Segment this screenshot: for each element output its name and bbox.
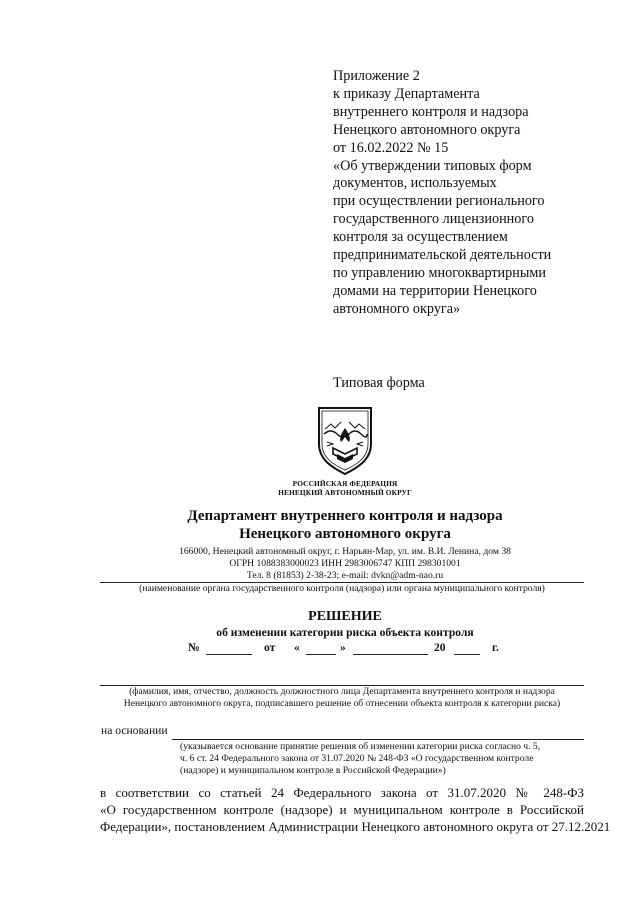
decision-subtitle: об изменении категории риска объекта контроля (216, 626, 474, 639)
appendix-line: от 16.02.2022 № 15 (333, 139, 449, 156)
appendix-line: домами на территории Ненецкого (333, 282, 537, 299)
appendix-line: внутреннего контроля и надзора (333, 103, 529, 120)
department-name-line2: Ненецкого автономного округа (239, 526, 451, 542)
official-caption-line: (фамилия, имя, отчество, должность должностного лица Департамента внутреннего контроля и надзора (129, 686, 555, 697)
appendix-line: Приложение 2 (333, 68, 420, 84)
federation-label: РОССИЙСКАЯ ФЕДЕРАЦИЯ (292, 479, 398, 488)
appendix-block (333, 68, 593, 319)
open-quote: « (294, 641, 300, 654)
close-quote: » (340, 641, 346, 654)
appendix-line: государственного лицензионного (333, 211, 534, 228)
year-suffix: г. (492, 641, 499, 654)
number-label: № (188, 641, 200, 654)
body-paragraph (100, 784, 611, 835)
basis-caption-line: ч. 6 ст. 24 Федерального закона от 31.07.2020 № 248-ФЗ «О государственном контроле (180, 753, 534, 764)
day-field[interactable] (306, 641, 336, 655)
from-label: от (264, 641, 276, 654)
appendix-line: автономного округа» (333, 300, 461, 317)
department-registration: ОГРН 1088383000023 ИНН 2983006747 КПП 298301001 (229, 558, 461, 569)
appendix-line: к приказу Департамента (333, 85, 480, 102)
official-caption-line: Ненецкого автономного округа, подписавшего решение об отнесении объекта контроля к категории риска) (123, 698, 561, 709)
year-field[interactable] (454, 641, 480, 655)
basis-caption (180, 741, 585, 777)
org-name-caption: (наименование органа государственного контроля (надзора) или органа муниципального контроля) (139, 583, 545, 594)
basis-label: на основании (101, 724, 168, 737)
body-line: в соответствии со статьей 24 Федерального закона от 31.07.2020 № 248-ФЗ (100, 785, 584, 800)
body-line: Федерации», постановлением Администрации Ненецкого автономного округа от 27.12.2021 (100, 819, 611, 834)
okrug-label: НЕНЕЦКИЙ АВТОНОМНЫЙ ОКРУГ (278, 488, 412, 497)
appendix-line: «Об утверждении типовых форм (333, 157, 532, 174)
body-line: «О государственном контроле (надзоре) и муниципальном контроле в Российской (100, 802, 584, 817)
department-name-line1: Департамент внутреннего контроля и надзора (187, 508, 503, 524)
decision-title: РЕШЕНИЕ (308, 609, 382, 624)
century-label: 20 (434, 641, 446, 654)
appendix-line: Ненецкого автономного округа (333, 121, 521, 138)
appendix-line: при осуществлении регионального (333, 193, 545, 210)
appendix-line: предпринимательской деятельности (333, 247, 552, 264)
appendix-line: контроля за осуществлением (333, 229, 508, 246)
basis-caption-line: (указывается основание принятие решения об изменении категории риска согласно ч. 5, (180, 741, 541, 752)
form-type-label: Типовая форма (333, 375, 425, 391)
decision-number-line (188, 641, 518, 659)
basis-rule (172, 739, 584, 740)
appendix-line: документов, используемых (333, 175, 497, 192)
department-contacts: Тел. 8 (81853) 2-38-23; e-mail: dvkn@adm-nao.ru (246, 570, 444, 581)
official-name-caption (100, 686, 584, 710)
department-address: 166000, Ненецкий автономный округ, г. Нарьян-Мар, ул. им. В.И. Ленина, дом 38 (179, 546, 511, 557)
number-field[interactable] (206, 641, 252, 655)
basis-caption-line: (надзоре) и муниципальном контроле в Российской Федерации») (180, 765, 446, 776)
appendix-line: по управлению многоквартирными (333, 264, 546, 281)
coat-of-arms-icon (313, 404, 377, 476)
month-field[interactable] (353, 641, 428, 655)
